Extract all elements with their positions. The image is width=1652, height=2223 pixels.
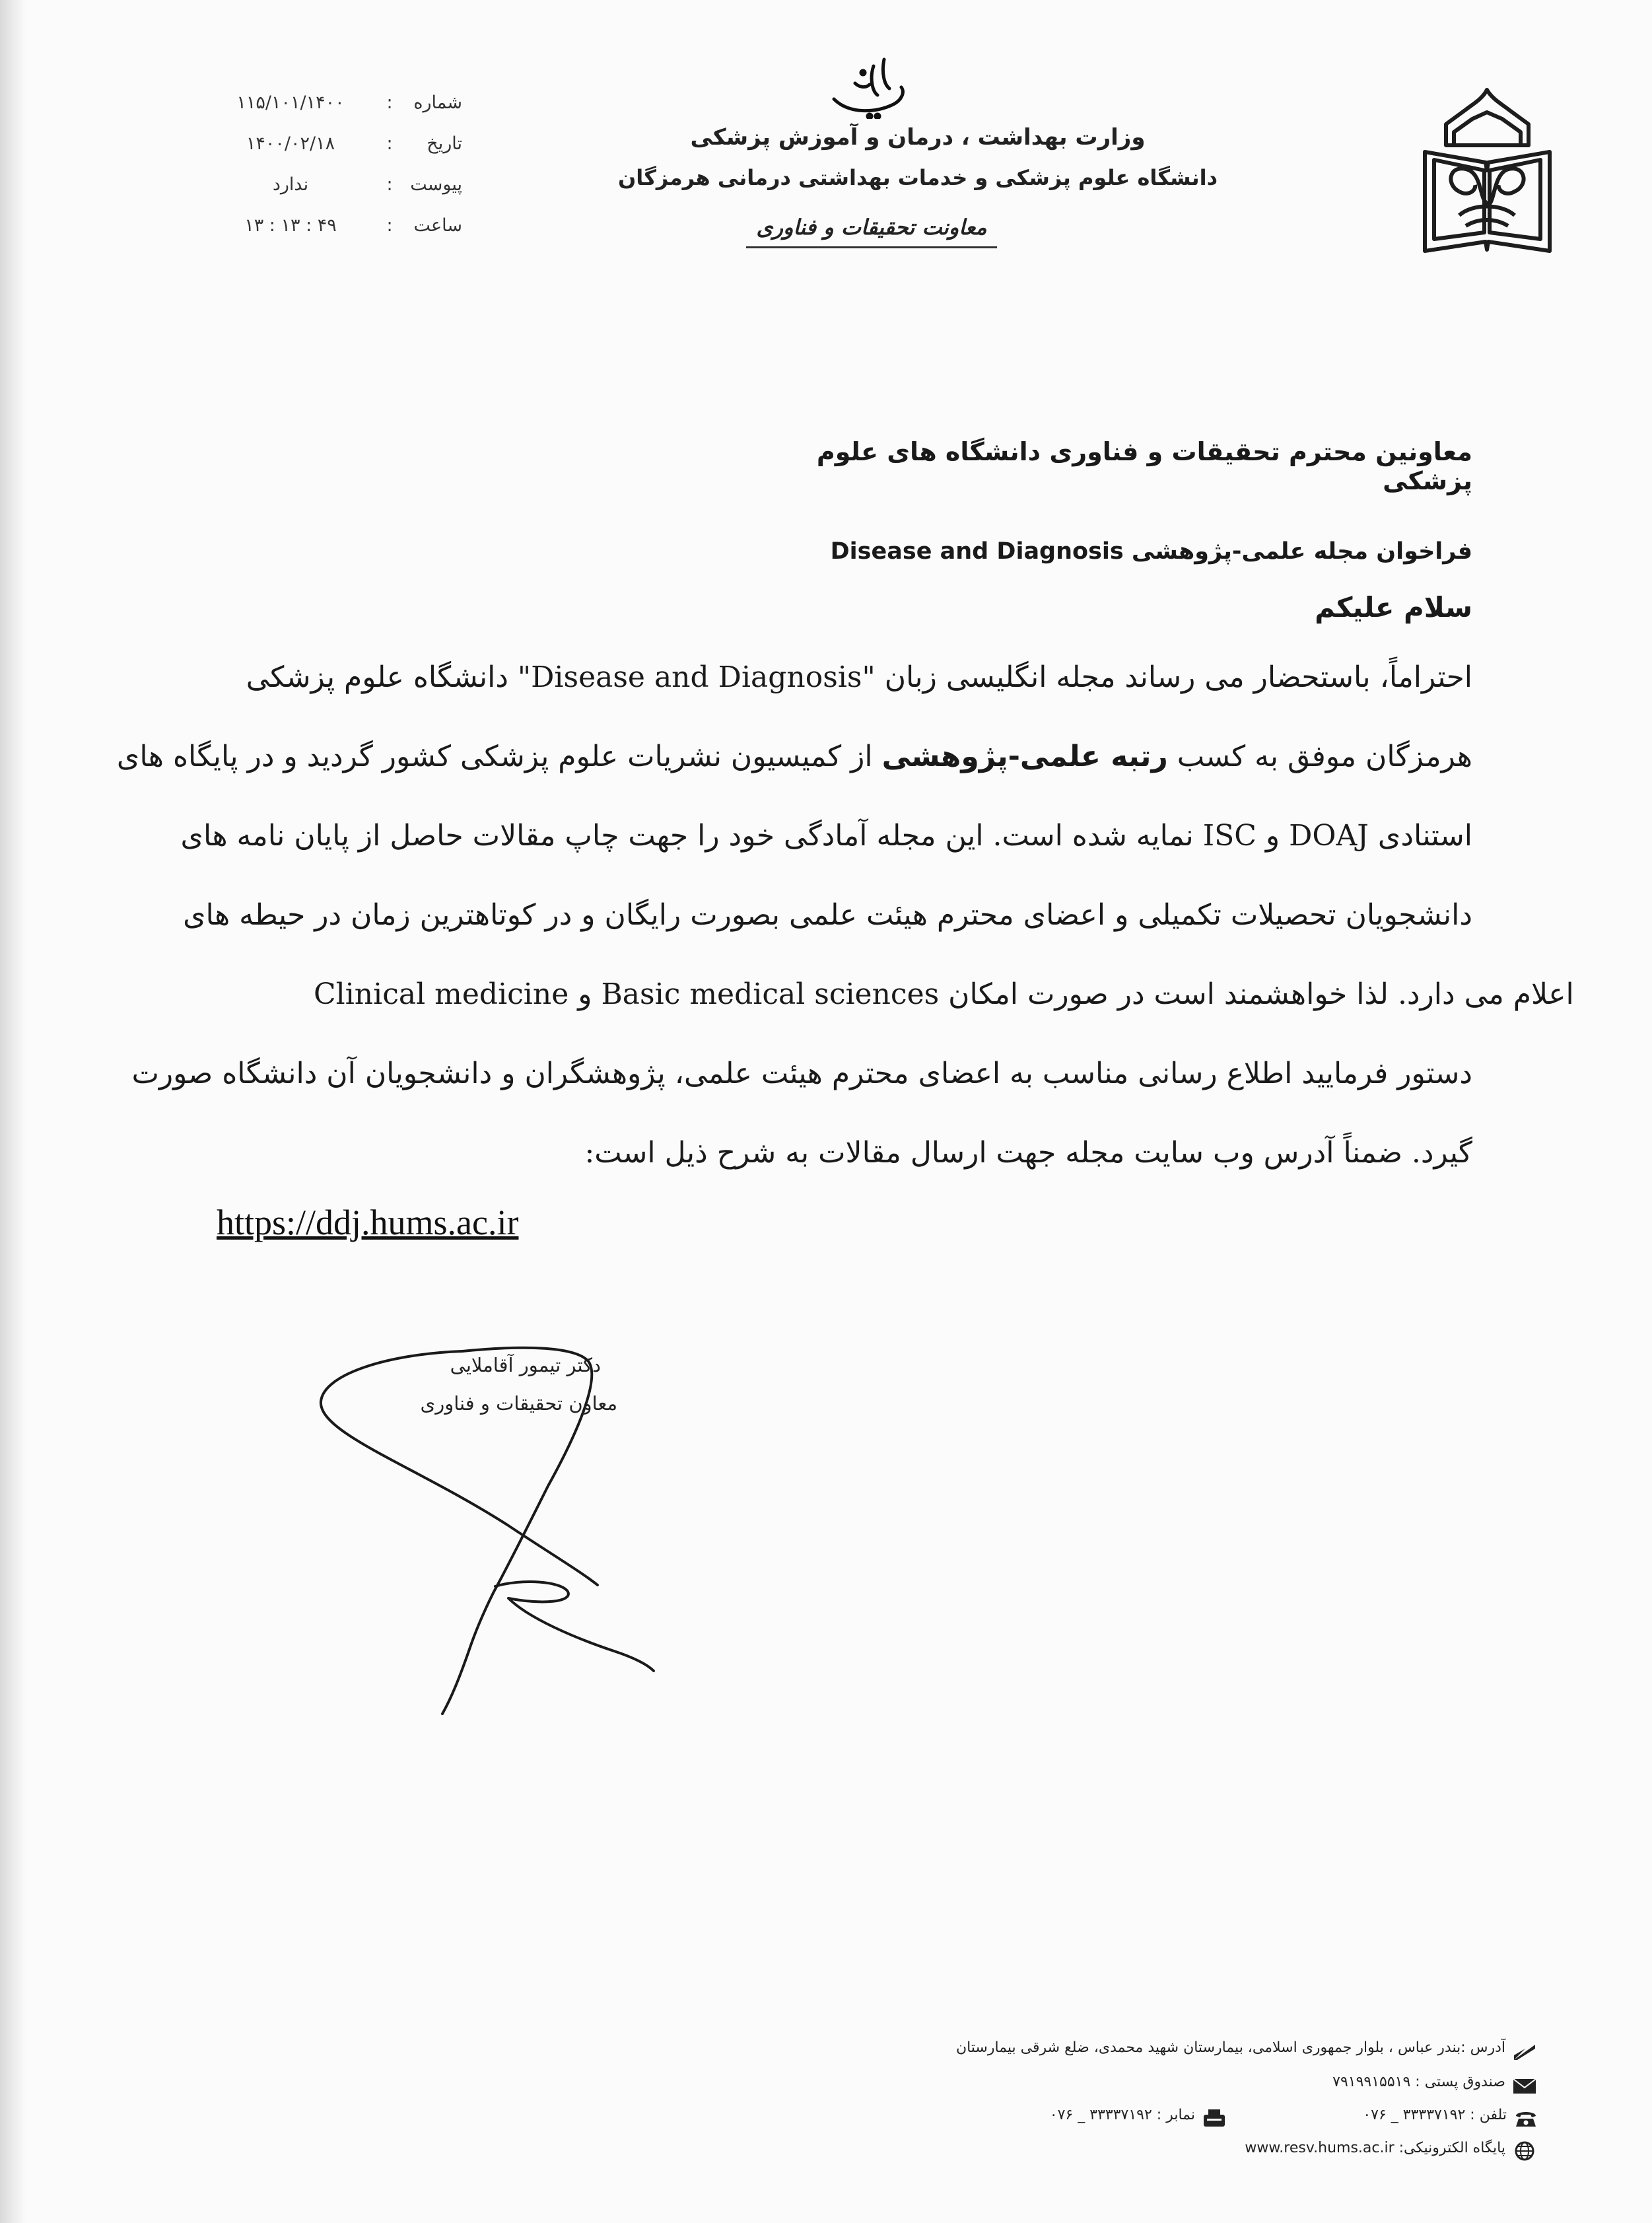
letter-recipient: معاونین محترم تحقیقات و فناوری دانشگاه های علوم پزشکی xyxy=(816,437,1472,495)
footer-website: پایگاه الکترونیکی: www.resv.hums.ac.ir xyxy=(1245,2140,1505,2156)
body-line-part: هرمزگان موفق به کسب xyxy=(1177,740,1472,773)
meta-colon: : xyxy=(386,92,393,113)
globe-icon xyxy=(1512,2141,1537,2161)
scan-edge-shadow xyxy=(0,0,26,2223)
meta-number-value: ۱۱۵/۱۰۱/۱۴۰۰ xyxy=(236,92,345,113)
footer-postal-box: صندوق پستی : ۷۹۱۹۹۱۵۵۱۹ xyxy=(1332,2074,1505,2090)
body-line: Clinical medicine و Basic medical sciences اعلام می دارد. لذا خواهشمند است در صورت امکان xyxy=(314,977,1574,1011)
meta-colon: : xyxy=(386,215,393,236)
university-title: دانشگاه علوم پزشکی و خدمات بهداشتی درمانی هرمزگان xyxy=(617,165,1218,190)
handwritten-signature xyxy=(310,1327,706,1737)
meta-attachment-row xyxy=(198,174,462,207)
meta-attachment-label: پیوست xyxy=(410,174,462,195)
footer-fax-row xyxy=(990,2107,1228,2133)
meta-date-row xyxy=(198,133,462,166)
body-line xyxy=(116,740,1472,793)
meta-date-label: تاریخ xyxy=(427,133,462,154)
calligraphy-mark xyxy=(829,53,914,119)
body-line-bold-rank: رتبه علمی-پژوهشی xyxy=(881,740,1168,773)
meta-time-value: ۱۳ : ۱۳ : ۴۹ xyxy=(244,215,337,236)
footer-address-row xyxy=(955,2039,1545,2066)
body-line: گیرد. ضمناً آدرس وب سایت مجله جهت ارسال مقالات به شرح ذیل است: xyxy=(584,1136,1472,1170)
mail-envelope-icon xyxy=(1512,2076,1537,2096)
journal-website-link[interactable]: https://ddj.hums.ac.ir xyxy=(217,1203,519,1242)
footer-phone: تلفن : ۳۳۳۳۷۱۹۲ _ ۰۷۶ xyxy=(1363,2107,1507,2123)
footer-fax: نمابر : ۳۳۳۳۷۱۹۲ _ ۰۷۶ xyxy=(1049,2107,1195,2123)
footer-postal-row xyxy=(1294,2074,1545,2100)
meta-time-row xyxy=(198,215,462,248)
signatory-name: دکتر تیمور آقاملایی xyxy=(450,1354,601,1376)
department-title: معاونت تحقیقات و فناوری xyxy=(746,215,997,248)
footer-website-row xyxy=(1228,2140,1545,2166)
body-line: دستور فرمایید اطلاع رسانی مناسب به اعضای محترم هیئت علمی، پژوهشگران و دانشجویان آن دانشگاه صورت xyxy=(131,1057,1472,1090)
university-logo-icon xyxy=(1420,86,1555,261)
letter-greeting: سلام علیکم xyxy=(1315,591,1472,623)
meta-number-row xyxy=(198,92,462,125)
ministry-title: وزارت بهداشت ، درمان و آموزش پزشکی xyxy=(690,124,1146,151)
letter-subject: فراخوان مجله علمی-پژوهشی Disease and Diagnosis xyxy=(830,538,1472,565)
pen-icon xyxy=(1512,2042,1537,2062)
footer-address: آدرس :بندر عباس ، بلوار جمهوری اسلامی، بیمارستان شهید محمدی، ضلع شرقی بیمارستان xyxy=(955,2039,1505,2056)
fax-machine-icon xyxy=(1202,2108,1227,2128)
meta-time-label: ساعت xyxy=(413,215,462,236)
footer-phone-row xyxy=(1314,2107,1545,2133)
body-line-part: از کمیسیون نشریات علوم پزشکی کشور گردید و در پایگاه های xyxy=(116,740,873,773)
body-line: استنادی DOAJ و ISC نمایه شده است. این مجله آمادگی خود را جهت چاپ مقالات حاصل از پایان نامه های xyxy=(180,819,1472,853)
body-line: احتراماً، باستحضار می رساند مجله انگلیسی زبان "Disease and Diagnosis" دانشگاه علوم پزشکی xyxy=(246,660,1472,694)
signatory-title: معاون تحقیقات و فناوری xyxy=(420,1392,617,1415)
body-line: دانشجویان تحصیلات تکمیلی و اعضای محترم هیئت علمی بصورت رایگان و در کوتاهترین زمان در حیطه های xyxy=(183,898,1472,932)
meta-number-label: شماره xyxy=(413,92,462,113)
meta-date-value: ۱۴۰۰/۰۲/۱۸ xyxy=(246,133,335,154)
meta-colon: : xyxy=(386,174,393,195)
meta-attachment-value: ندارد xyxy=(272,174,309,195)
meta-colon: : xyxy=(386,133,393,154)
phone-icon xyxy=(1513,2108,1538,2128)
